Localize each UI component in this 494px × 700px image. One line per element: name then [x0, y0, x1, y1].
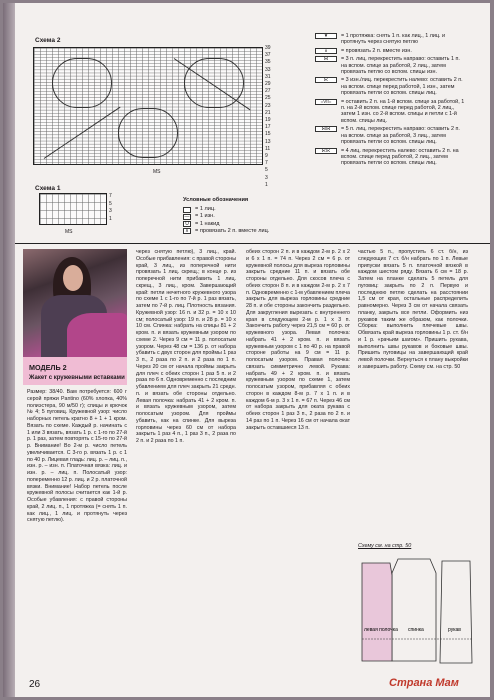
- lace-motif: [52, 58, 112, 108]
- legend-item: [315, 126, 465, 145]
- stitch-legend: [315, 33, 465, 169]
- legend-item: ∧ = провязать 2 п. вместе лиц.: [183, 228, 269, 235]
- pattern-label: рукав: [448, 627, 461, 633]
- decrease-icon: ∧: [183, 228, 191, 234]
- legend-item: = 1 лиц.: [183, 206, 269, 213]
- scheme1-title: Схема 1: [35, 185, 61, 192]
- model-subtitle: Жакет с кружевными вставками: [29, 375, 125, 381]
- legend-text: = 3 п. лиц. перекрестить направо: оставить 1 п. на вспом. спице за работой, 2 лиц., затем провязать петлю со вспом. спицы изн.: [341, 56, 460, 76]
- back-piece: [392, 559, 436, 661]
- section-divider: [15, 243, 490, 244]
- page-gutter: [3, 3, 15, 697]
- knit-icon: [183, 207, 191, 213]
- yarn-over-icon: U: [183, 221, 191, 227]
- legend-text: = 4 лиц. перекрестить налево: оставить 2 п. на вспом. спице перед работой, 2 лиц., затем провязать петли со вспом. спицы лиц.: [341, 147, 459, 167]
- scheme2-title: Схема 2: [35, 37, 61, 44]
- row-number: 1: [109, 215, 112, 222]
- lace-motif: [118, 108, 178, 158]
- legend-text: = 5 п. лиц. перекрестить направо: оставить 2 п. на вспом. спице за работой, 3 лиц., затем провязать петли со вспом. спицы лиц.: [341, 126, 460, 146]
- row-number: 33: [265, 66, 271, 73]
- row-number: 3: [109, 208, 112, 214]
- scheme1-row-numbers: [109, 193, 112, 223]
- legend-text: = 1 протяжка: снять 1 п. как лиц., 1 лиц. и протянуть через снятую петлю: [341, 33, 445, 46]
- text-column-4: частью 5 п., пропустить 6 ст. б/н, из следующих 7 ст. б/н набрать по 1 п. Левые припуски вязать 5 п. платочной вязкой в каждом шестом ряду. Вязать 6 см = 18 р. Затем на планке сделать 5 петель для пуговиц: закрыть по 2 п. Первую и последнюю петлю сделать на расстоянии 1,5 см от края, остальные распределить равномерно. Через 3 см от начала связать планку, закрыть все петли. Оформить низ рукавов таким же образом, как полочки. Сборка: выполнить плечевые швы. Обвязать край выреза горловины 1 р. ст. б/н и 1 р. «рачьим шагом». Пришить рукава, выполнить швы рукавов и боковые швы. Пришить пуговицы на завершающий край левой полочки. Вернуться к плану выкройки и завершить работу. Схему см. на стр. 50: [358, 249, 468, 370]
- legend-item: [315, 48, 465, 54]
- row-number: 3: [265, 174, 268, 181]
- row-number: 35: [265, 59, 271, 66]
- sleeve-piece: [440, 561, 472, 663]
- row-number: 11: [265, 145, 271, 152]
- skirt: [67, 313, 127, 357]
- stitch-symbol-icon: ⋉⋉: [315, 148, 337, 154]
- row-number: 7: [265, 160, 268, 167]
- model-photo: [23, 249, 127, 357]
- scheme2-chart: [33, 47, 263, 165]
- legend-item: [315, 33, 465, 46]
- legend-item: [315, 99, 465, 125]
- legend-text: = оставить 2 п. на 1-й вспом. спице за работой, 1 п. на 2-й вспом. спице перед работой, 2 лиц., затем 1 изн. со 2-й вспом. спицы и петли с 1-й вспом. спицы лиц.: [341, 98, 465, 124]
- magazine-page: [3, 3, 490, 697]
- text-column-3: обеих сторон 2 п. и в каждом 2-м р. 2 х 2 и 6 х 1 п. = 74 п. Через 2 см = 6 р. от кружевной полосы для выреза горловины закрыть средние 11 п. и вязать обе стороны отдельно. Для скосов плеча с обеих сторон 8 п. и в каждом 2-м р. 2 х 7 п. Одновременно с 1-м убавлением плеча закрыть для выреза горловины средние 28 п. и обе стороны закончить раздельно. Для закругления вырезать с внутреннего края в следующем 2-м р. 1 х 3 п. Закончить работу через 21,5 см = 60 р. от кружевного узора. Левая полочка: набрать 41 + 2 кром. п. и вязать кружевным узором с 1 по 40 р. на правой стороне работы на 9 см = 11 р. полосатым узором. Правая полочка: связать симметрично левой. Рукава: набрать 49 + 2 кром. п. и вязать кружевным узором по схеме 1, затем полосатым узором, прибавляя с обеих сторон в каждом 8-м р. 7 х 1 п. и в каждом 6-м р. 3 х 1 п. = 67 п. Через 46 см от набора закрыть для оката рукава с обеих сторон 1 раз 3 п., 2 раза по 2 п. и 14 раз по 1 п. Через 16 см от начала окат закрыть оставшиеся 13 п.: [246, 249, 350, 431]
- row-number: 5: [109, 200, 112, 207]
- stitch-symbol-icon: ⋈⋈: [315, 126, 337, 132]
- row-number: 31: [265, 73, 271, 80]
- face: [63, 265, 83, 291]
- legend-text: = 3 изн./лиц. перекрестить налево: оставить 2 п. на вспом. спице перед работой, 1 изн., затем провязать петли со вспом. спицы лиц.: [341, 77, 463, 97]
- legend-text: = провязать 2 п. вместе изн.: [341, 47, 412, 54]
- row-number: 21: [265, 109, 271, 116]
- front-piece: [362, 563, 392, 661]
- scheme1-chart: [39, 193, 107, 225]
- row-number: 7: [109, 193, 112, 199]
- row-number: 37: [265, 52, 271, 59]
- site-logo: Страна Мам: [389, 677, 459, 689]
- pattern-caption: Схему см. на стр. 50: [358, 543, 412, 549]
- legend-title: Условные обозначения: [183, 197, 249, 203]
- stitch-symbol-icon: ∧: [315, 48, 337, 54]
- stitch-symbol-icon: ⋉: [315, 77, 337, 83]
- legend-item: — = 1 изн.: [184, 213, 215, 220]
- scheme2-row-numbers: [265, 45, 271, 189]
- purl-icon: —: [184, 214, 190, 220]
- row-number: 27: [265, 88, 271, 95]
- legend-item: [315, 77, 465, 96]
- row-number: 29: [265, 81, 271, 88]
- pattern-label: левая полочка: [364, 627, 398, 633]
- row-number: 19: [265, 117, 271, 124]
- legend-item: U = 1 накид: [183, 221, 269, 228]
- stitch-symbol-icon: ⋈: [315, 56, 337, 62]
- row-number: 1: [265, 181, 268, 188]
- row-number: 17: [265, 124, 271, 131]
- legend-item: [315, 148, 465, 167]
- row-number: 13: [265, 138, 271, 145]
- text-column-2: через снятую петлю), 3 лиц., край. Особые прибавления: с правой стороны край, 3 лиц., из поперечной нити провязать 1 лиц. скрещ.; в конце р. из поперечной нити прибавить 1 лиц. скрещ., 3 лиц., кром. Завершающий край: петли нечетного кружевного узора по схеме 1 с 1-го по 7-й р. 1 раз вязать, затем по 7-й р. лиц. Плотность вязания. Кружевной узор: 16 п. и 32 р. = 10 х 10 см; полосатый узор: 19 п. и 28 р. = 10 х 10 см. Спинка: набрать на спицы 81 + 2 кром. п. и вязать кружевным узором по схеме 2. Через 9 см = 11 р. полосатым узором. Через 48 см = 136 р. от набора убавить с двух сторон для проймы 1 раз 3 п., 2 раза по 2 п. и 2 раза по 1 п. Через 20 см от начала проймы закрыть для плеч с обеих сторон 1 раз 5 п. и 2 раза по 6 п. Одновременно с последним убавлением для плеч закрыть 21 средн. п. и вязать обе стороны отдельно. Левая полочка: набрать 41 + 2 кром. п. и вязать кружевным узором, затем полосатым узором. Для проймы убавить, как на спинке. Для выреза горловины через 60 см от набора закрыть 1 раз 4 п., 1 раз 3 п., 2 раза по 2 п. и 2 раза по 1 п.: [136, 249, 236, 444]
- text-column-1: Размер: 38/40. Вам потребуется: 600 г серой пряжи Pantino (60% хлопка, 40% полиэстера, 90 м/50 г); спицы и крючок № 4; 5 пуговиц. Кружевной узор: число наборных петель кратно 8 + 1 + 1 кром. Вязать по схеме. Каждый р. начинать с 1 или 3 вязать, вязать 1 р. с 1-го по 27-й р. 1 раз, затем повторять с 15-го по 27-й р. Внимание! Во 2-м р. число петель увеличивается. С 3-го р. вязать 1 р. с 1 по 40 р. Лицевая гладь: лиц. р. – лиц. п., изн. р. – изн. п. Платочная вязка: лиц. и изн. р. – лиц. п. Полосатый узор: попеременно 12 р. лиц. и 2 р. платочной вязки. Внимание! Набор петель после кружевной полосы считается как 1-й р. Особые убавления: с правой стороны край, 2 лиц. п., 1 протяжка (= снять 1 п. как лиц., 1 лиц. и протянуть через снятую петлю).: [27, 389, 127, 524]
- legend-item: [315, 56, 465, 75]
- row-number: 15: [265, 131, 271, 138]
- row-number: 25: [265, 95, 271, 102]
- symbol-legend: [183, 197, 269, 235]
- row-number: 39: [265, 45, 271, 51]
- row-number: 5: [265, 167, 268, 174]
- model-title: МОДЕЛЬ 2: [29, 363, 67, 372]
- pattern-label: спинка: [408, 627, 424, 633]
- ms-label: MS: [153, 169, 161, 175]
- ms-label: MS: [65, 229, 73, 235]
- page-number: 26: [29, 679, 41, 690]
- pattern-diagram: [358, 551, 476, 679]
- stitch-symbol-icon: ▼: [315, 33, 337, 39]
- diagonal-line: [44, 107, 121, 159]
- row-number: 9: [265, 153, 268, 160]
- stitch-symbol-icon: =VII=: [315, 99, 337, 105]
- row-number: 23: [265, 102, 271, 109]
